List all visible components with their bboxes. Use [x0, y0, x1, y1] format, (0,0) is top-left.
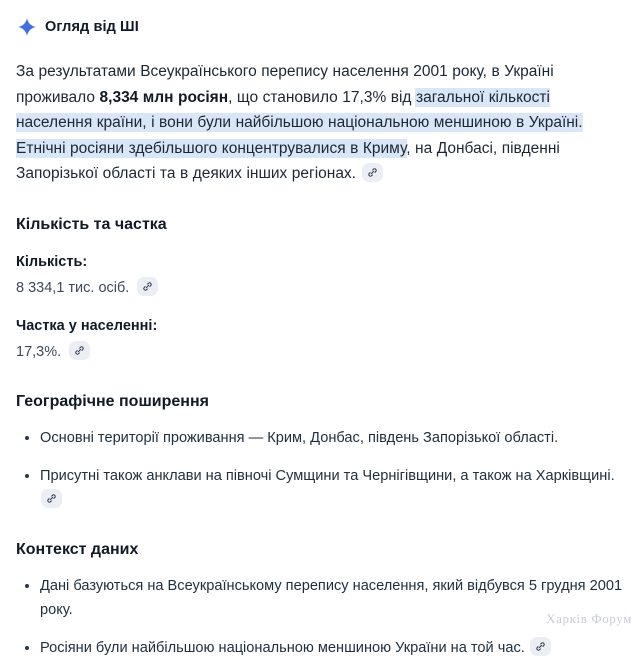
ai-overview-header: [16, 0, 624, 54]
ai-overview-title: Огляд від ШІ: [45, 18, 139, 35]
link-icon: [46, 493, 57, 504]
context-list: [16, 574, 624, 660]
section-heading-geography: Географічне поширення: [16, 392, 209, 410]
sparkle-icon: [18, 18, 36, 36]
stat-block-share: [16, 316, 624, 364]
summary-text-part-2: , що становило 17,3% від: [228, 88, 416, 106]
stat-label-count: Кількість:: [16, 253, 88, 270]
list-item: [16, 426, 624, 450]
citation-link-chip-geography[interactable]: [41, 489, 62, 508]
stat-value-share-row: [16, 340, 624, 364]
geography-list: [16, 426, 624, 512]
stat-block-count: [16, 252, 624, 300]
summary-bold-figure: 8,334 млн росіян: [99, 88, 229, 106]
list-item-text: Основні території проживання — Крим, Донбас, південь Запорізької області.: [40, 429, 559, 446]
summary-text-part-1: За результатами Всеукраїнського перепису населення 2001 року, в Україні проживало: [16, 63, 554, 106]
link-icon: [367, 167, 378, 178]
list-item-text: Росіяни були найбільшою національною меншиною України на той час.: [40, 639, 529, 656]
citation-link-chip[interactable]: [362, 163, 383, 182]
section-heading-quantity-share: Кількість та частка: [16, 215, 167, 233]
list-item: [16, 464, 624, 512]
summary-paragraph: [16, 59, 624, 187]
list-item: [16, 574, 624, 622]
citation-link-chip-share[interactable]: [69, 341, 90, 360]
stat-label-share: Частка у населенні:: [16, 317, 158, 334]
stat-value-count: 8 334,1 тис. осіб.: [16, 279, 130, 296]
citation-link-chip-context[interactable]: [530, 637, 551, 656]
list-item-text: Присутні також анклави на півночі Сумщини та Чернігівщини, а також на Харківщині.: [40, 467, 615, 484]
link-icon: [142, 281, 153, 292]
list-item: [16, 636, 624, 660]
link-icon: [74, 345, 85, 356]
section-heading-context: Контекст даних: [16, 540, 139, 558]
summary-highlighted-text: загальної кількості населення країни, і вони були найбільшою національною меншиною в Україні. Етнічні росіяни здебільшого концентрувалися в Криму: [16, 88, 583, 157]
stat-value-count-row: [16, 276, 624, 300]
list-item-text: Дані базуються на Всеукраїнському перепису населення, який відбувся 5 грудня 2001 року.: [40, 577, 623, 618]
watermark: Харків Форум: [546, 611, 632, 626]
stat-value-share: 17,3%.: [16, 343, 62, 360]
summary-text-part-3: , на Донбасі, південні Запорізької області та в деяких інших регіонах.: [16, 139, 560, 182]
citation-link-chip-count[interactable]: [137, 277, 158, 296]
link-icon: [535, 641, 546, 652]
